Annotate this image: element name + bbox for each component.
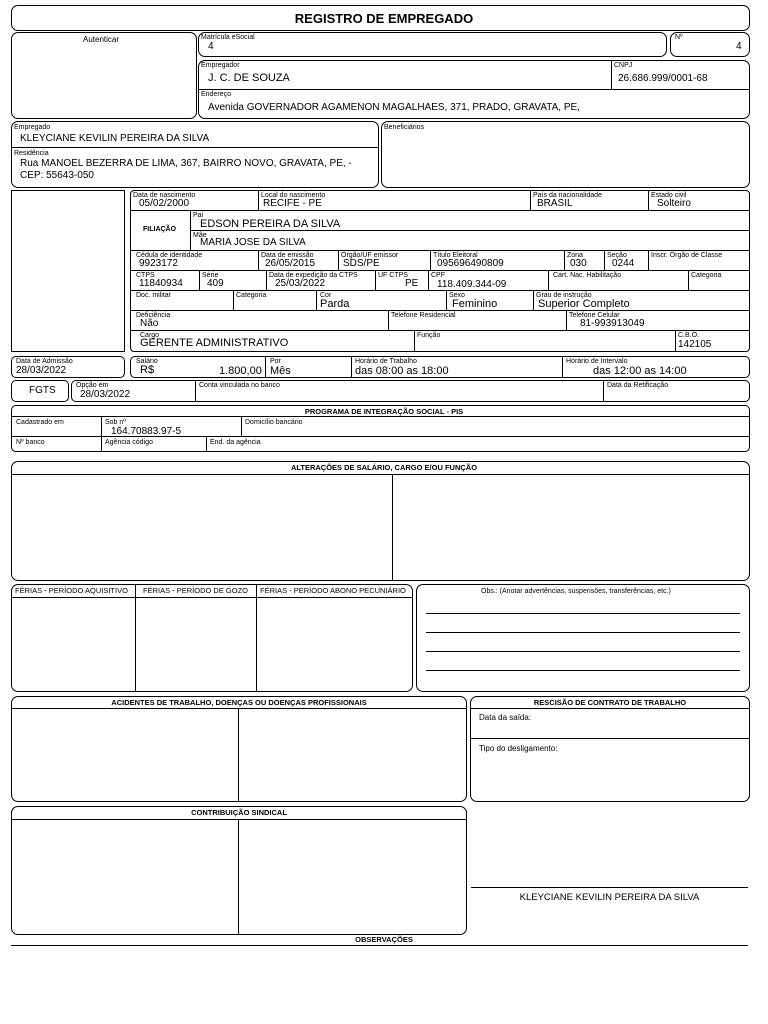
opcao-value: 28/03/2022 (80, 389, 131, 400)
end-agencia-label: End. da agência (210, 439, 261, 446)
orgao-value: SDS/PE (343, 258, 380, 269)
banco-label: Nº banco (16, 439, 45, 446)
endereco-value: Avenida GOVERNADOR AGAMENON MAGALHAES, 371, PRADO, GRAVATA, PE, (208, 102, 580, 113)
details-box (130, 190, 750, 352)
cnpj-value: 26.686.999/0001-68 (618, 73, 708, 84)
sob-label: Sob nº (105, 419, 126, 426)
inscr-label: Inscr. Órgão de Classe (651, 252, 723, 259)
mae-value: MARIA JOSE DA SILVA (200, 237, 306, 248)
grau-label: Grau de instrução (536, 292, 592, 299)
tipo-deslig-label: Tipo do desligamento: (479, 744, 558, 753)
pis-header: PROGRAMA DE INTEGRAÇÃO SOCIAL - PIS (304, 407, 464, 416)
horario-label: Horário de Trabalho (355, 358, 417, 365)
ctps-value: 11840934 (139, 278, 183, 289)
endereco-label: Endereço (201, 91, 231, 98)
domicilio-label: Domicílio bancário (245, 419, 303, 426)
contribuicao-header: CONTRIBUIÇÃO SINDICAL (191, 808, 287, 817)
horario-value: das 08:00 as 18:00 (355, 365, 449, 377)
admissao-value: 28/03/2022 (16, 365, 67, 376)
estado-civil-value: Solteiro (657, 198, 691, 209)
fgts-label: FGTS (29, 385, 56, 396)
cbo-value: 142105 (678, 339, 712, 350)
deficiencia-label: Deficiência (136, 312, 171, 319)
autenticar-label: Autenticar (83, 35, 120, 44)
rescisao-header: RESCISÃO DE CONTRATO DE TRABALHO (533, 698, 687, 707)
pais-value: BRASIL (537, 198, 573, 209)
observacoes-header: OBSERVAÇÕES (355, 935, 413, 944)
cadastrado-label: Cadastrado em (16, 419, 64, 426)
numero-value: 4 (736, 41, 742, 52)
ci-label: Cédula de identidade (136, 252, 203, 259)
alteracoes-box (11, 461, 750, 581)
estado-civil-label: Estado civil (651, 192, 687, 199)
tel-cel-label: Telefone Celular (569, 312, 620, 319)
contribuicao-box (11, 806, 467, 935)
salario-value: 1.800,00 (219, 365, 262, 377)
zona-value: 030 (570, 258, 587, 269)
ferias-box (11, 584, 413, 692)
retificacao-label: Data da Retificação (607, 382, 669, 389)
signature-line (471, 887, 748, 888)
data-nasc-value: 05/02/2000 (139, 198, 190, 209)
filiacao-label: FILIAÇÃO (143, 226, 177, 233)
ferias-abono-header: FÉRIAS - PERÍODO ABONO PECUNIÁRIO (260, 586, 406, 595)
beneficiarios-box (381, 121, 750, 188)
cargo-label: Cargo (140, 332, 160, 339)
obs-anotar-label: Obs.: (Anotar advertências, suspensões, transferências, etc.) (481, 588, 671, 595)
ferias-aquisitivo-header: FÉRIAS - PERÍODO AQUISITIVO (15, 586, 128, 595)
data-exp-label: Data de expedição da CTPS (269, 272, 358, 279)
photo-box (11, 190, 125, 352)
autenticar-box (11, 32, 197, 119)
obs-line (426, 632, 740, 633)
cnh-label: Cart. Nac. Habilitação (553, 272, 622, 279)
serie-label: Série (202, 272, 219, 279)
empregado-label: Empregado (14, 124, 51, 131)
acidentes-box (11, 696, 467, 802)
opcao-label: Opção em (76, 382, 109, 389)
residencia-label: Residência (14, 150, 49, 157)
observacoes-line (11, 945, 748, 946)
cor-value: Parda (320, 298, 350, 310)
cbo-label: C.B.O. (678, 332, 700, 339)
beneficiarios-label: Beneficiários (384, 124, 425, 131)
salario-label: Salário (136, 358, 158, 365)
residencia-line1: Rua MANOEL BEZERRA DE LIMA, 367, BAIRRO NOVO, GRAVATA, PE, - (20, 158, 352, 169)
cpf-label: CPF (431, 272, 445, 279)
categoria-label: Categoria (691, 272, 722, 279)
empregador-value: J. C. DE SOUZA (208, 72, 290, 84)
pai-value: EDSON PEREIRA DA SILVA (200, 218, 341, 230)
admissao-label: Data de Admissão (16, 358, 73, 365)
tel-res-label: Telefone Residencial (391, 312, 456, 319)
obs-line (426, 651, 740, 652)
uf-ctps-label: UF CTPS (378, 272, 408, 279)
funcao-label: Função (417, 332, 441, 339)
mae-label: Mãe (193, 232, 207, 239)
cnpj-label: CNPJ (614, 62, 633, 69)
grau-value: Superior Completo (538, 298, 630, 310)
matricula-label: Matrícula eSocial (201, 34, 255, 41)
intervalo-value: das 12:00 as 14:00 (593, 365, 687, 377)
conta-label: Conta vinculada no banco (199, 382, 280, 389)
local-nasc-label: Local do nascimento (261, 192, 326, 199)
pais-label: País da nacionalidade (533, 192, 602, 199)
obs-line (426, 670, 740, 671)
data-saida-label: Data da saída: (479, 713, 532, 722)
acidentes-header: ACIDENTES DE TRABALHO, DOENÇAS OU DOENÇAS PROFISSIONAIS (111, 698, 367, 707)
intervalo-label: Horário de Intervalo (566, 358, 628, 365)
obs-box (416, 584, 750, 692)
titulo-value: 095696490809 (437, 258, 504, 269)
por-label: Por (270, 358, 281, 365)
orgao-label: Órgão/UF emissor (341, 252, 399, 259)
salario-currency: R$ (140, 364, 155, 376)
page-title: REGISTRO DE EMPREGADO (294, 11, 474, 26)
uf-ctps-value: PE (405, 278, 419, 289)
ci-value: 9923172 (139, 258, 178, 269)
sexo-value: Feminino (452, 298, 498, 310)
empregado-value: KLEYCIANE KEVILIN PEREIRA DA SILVA (20, 133, 210, 144)
obs-line (426, 613, 740, 614)
titulo-label: Título Eleitoral (433, 252, 478, 259)
doc-militar-label: Doc. militar (136, 292, 172, 299)
data-exp-value: 25/03/2022 (275, 278, 326, 289)
sexo-label: Sexo (449, 292, 465, 299)
empregador-label: Empregador (201, 62, 240, 69)
agencia-label: Agência código (105, 439, 153, 446)
serie-value: 409 (207, 278, 224, 289)
cargo-value: GERENTE ADMINISTRATIVO (140, 337, 289, 349)
sob-value: 164.70883.97-5 (111, 426, 182, 437)
deficiencia-value: Não (140, 318, 159, 329)
pai-label: Pai (193, 212, 204, 219)
data-emissao-value: 26/05/2015 (265, 258, 316, 269)
zona-label: Zona (567, 252, 583, 259)
cpf-value: 118.409.344-09 (437, 279, 507, 290)
data-nasc-label: Data de nascimento (133, 192, 196, 199)
secao-value: 0244 (612, 258, 635, 269)
cor-label: Cor (320, 292, 332, 299)
residencia-line2: CEP: 55643-050 (20, 170, 94, 181)
tel-cel-value: 81-993913049 (580, 318, 645, 329)
ferias-gozo-header: FÉRIAS - PERÍODO DE GOZO (143, 586, 249, 595)
data-emissao-label: Data de emissão (261, 252, 314, 259)
secao-label: Seção (607, 252, 627, 259)
local-nasc-value: RECIFE - PE (263, 198, 322, 209)
ctps-label: CTPS (136, 272, 155, 279)
signature-name: KLEYCIANE KEVILIN PEREIRA DA SILVA (519, 892, 700, 903)
numero-label: Nº (675, 34, 683, 41)
por-value: Mês (270, 365, 291, 377)
matricula-box (198, 32, 667, 57)
matricula-value: 4 (208, 41, 214, 52)
categoria2-label: Categoria (236, 292, 267, 299)
alteracoes-header: ALTERAÇÕES DE SALÁRIO, CARGO E/OU FUNÇÃO (290, 463, 478, 472)
